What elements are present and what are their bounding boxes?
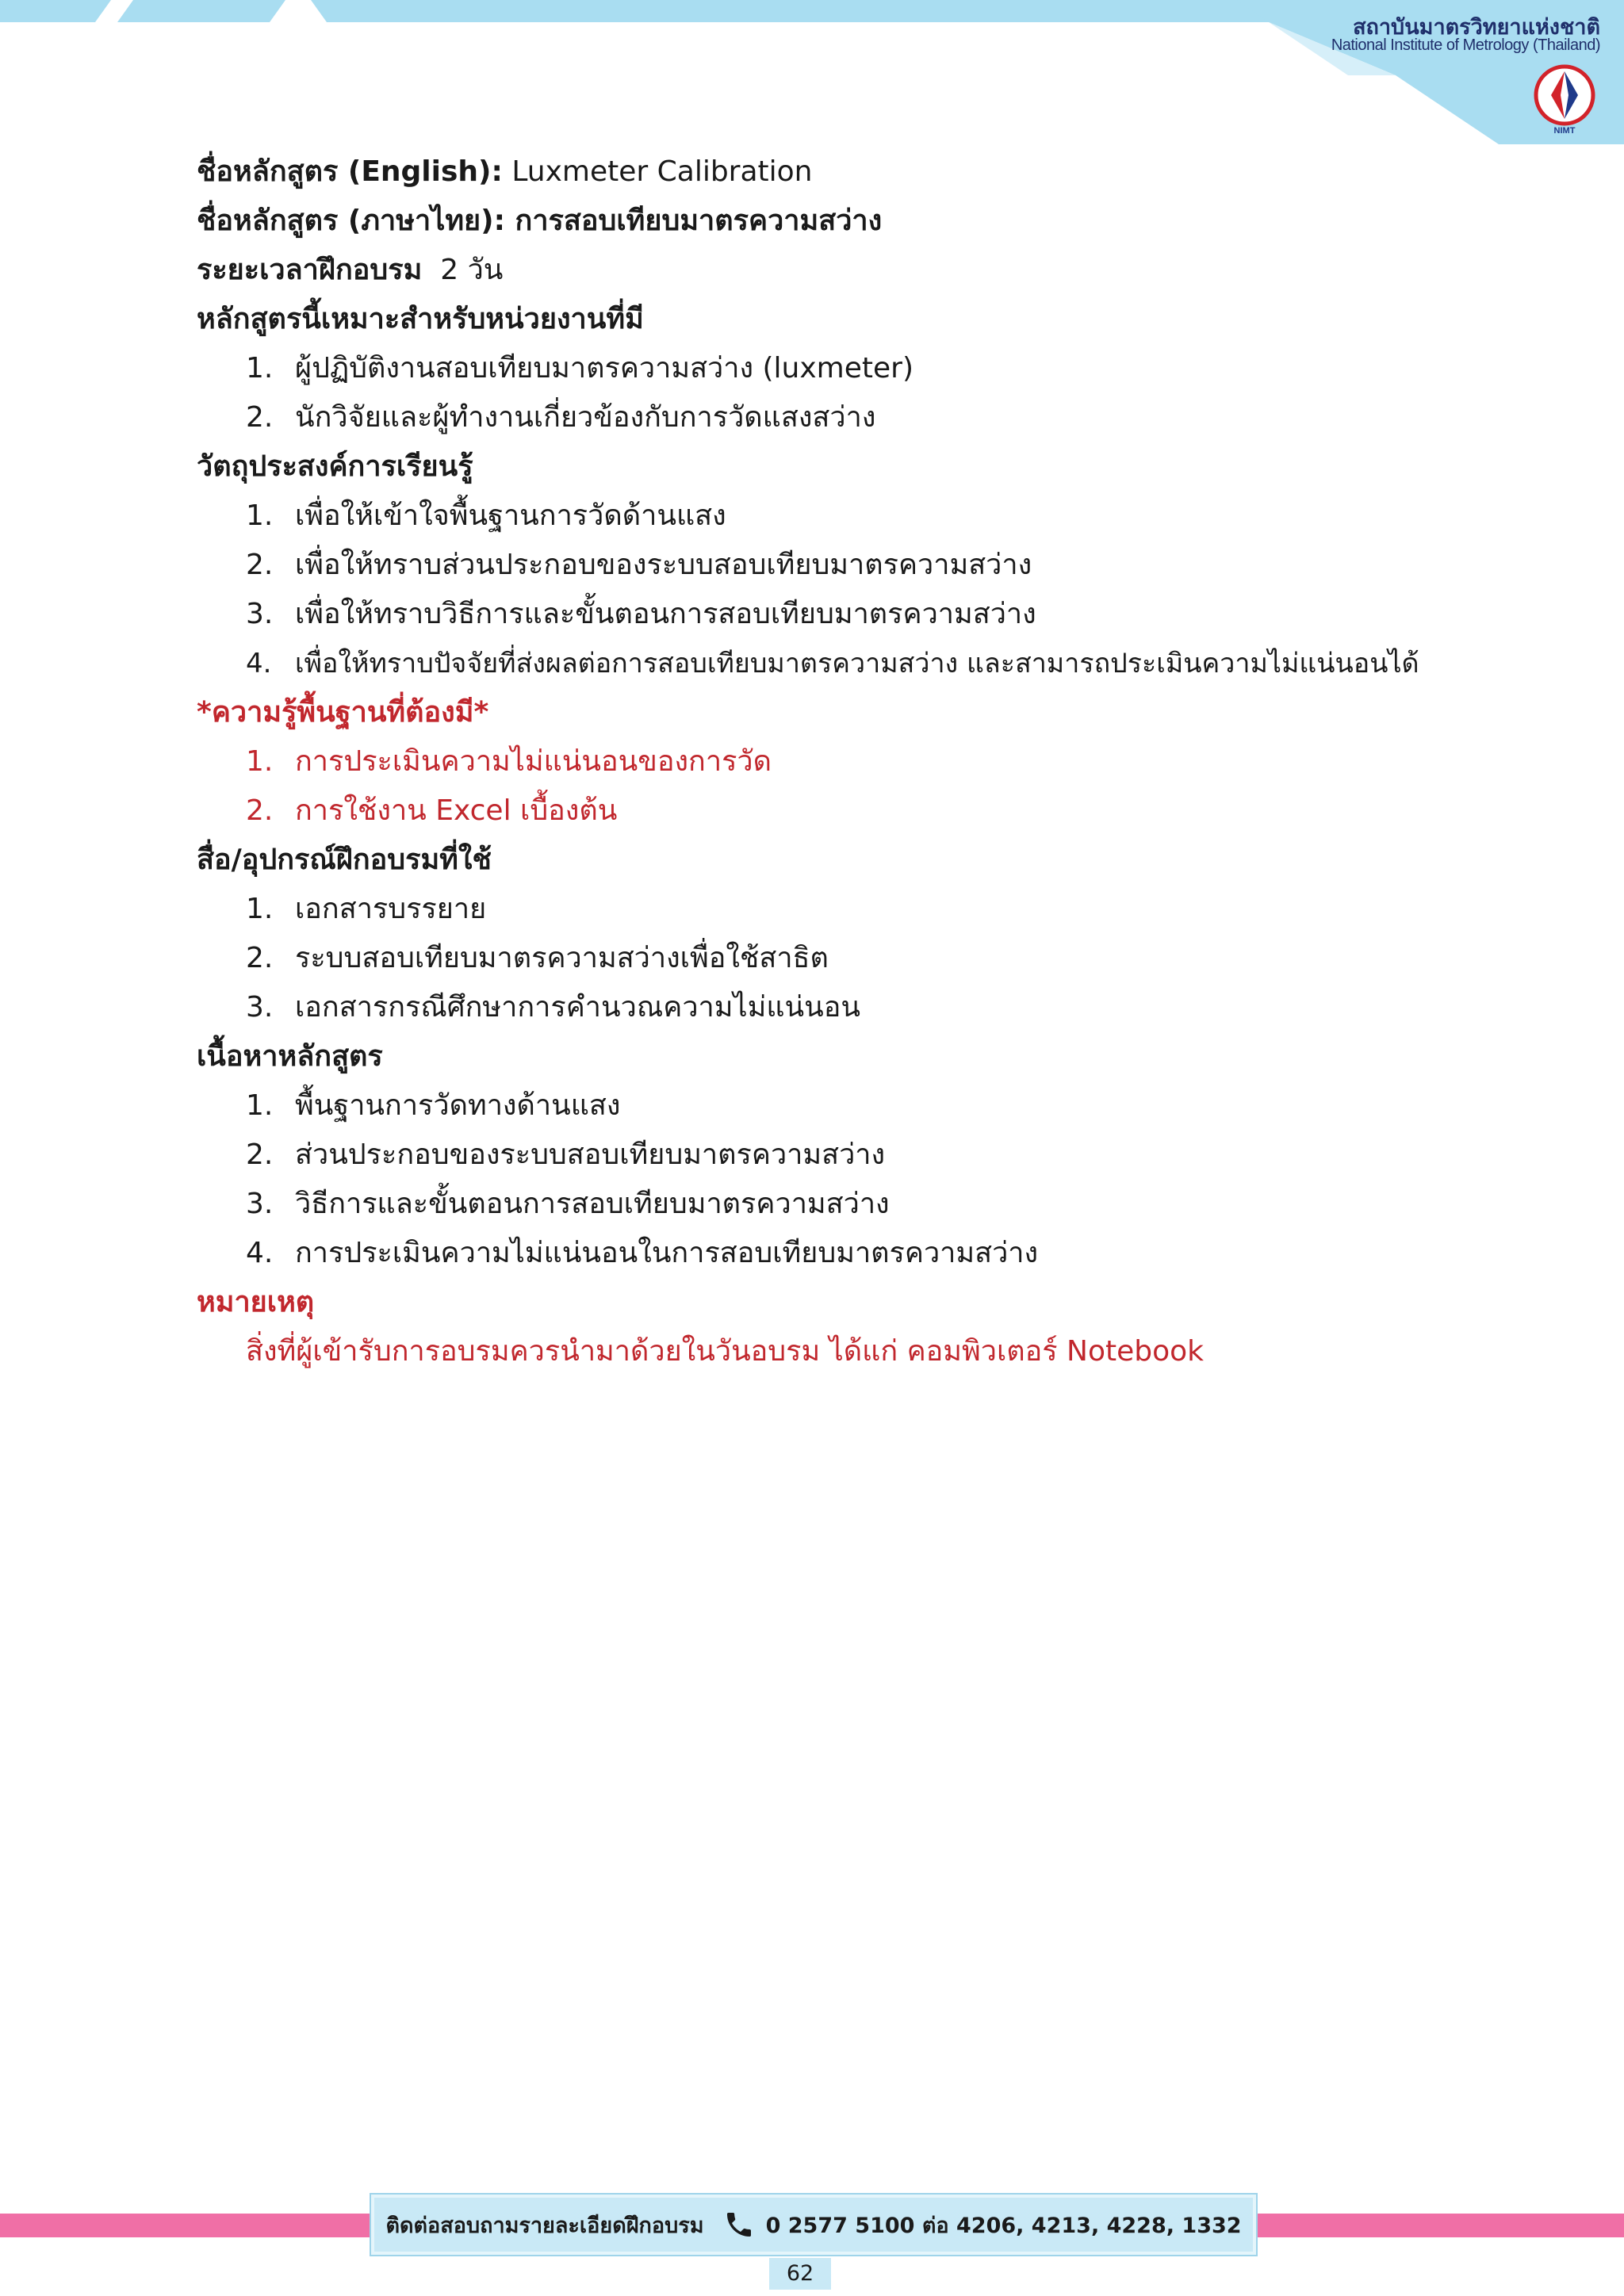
list-item: 2. นักวิจัยและผู้ทำงานเกี่ยวข้องกับการวัดแสงสว่าง (246, 401, 876, 434)
list-item: 3. เพื่อให้ทราบวิธีการและขั้นตอนการสอบเทียบมาตรความสว่าง (246, 598, 1036, 630)
header-banner (0, 0, 1624, 159)
note-text: สิ่งที่ผู้เข้ารับการอบรมควรนำมาด้วยในวันอบรม ได้แก่ คอมพิวเตอร์ Notebook (246, 1335, 1205, 1368)
list-item: 1. เพื่อให้เข้าใจพื้นฐานการวัดด้านแสง (246, 499, 726, 532)
page-number: 62 (769, 2258, 831, 2290)
section-heading-target: หลักสูตรนี้เหมาะสำหรับหน่วยงานที่มี (197, 303, 644, 335)
list-item: 2. ส่วนประกอบของระบบสอบเทียบมาตรความสว่าง (246, 1138, 886, 1171)
duration-line (197, 246, 1465, 295)
list-item: 2. เพื่อให้ทราบส่วนประกอบของระบบสอบเทียบมาตรความสว่าง (246, 549, 1032, 581)
section-heading-content: เนื้อหาหลักสูตร (197, 1040, 383, 1073)
course-name-th-line (197, 197, 1465, 246)
contact-label: ติดต่อสอบถามรายละเอียดฝึกอบรม (385, 2213, 704, 2238)
list-item: 1. การประเมินความไม่แน่นอนของการวัด (246, 745, 772, 778)
course-name-th-label: ชื่อหลักสูตร (ภาษาไทย): (197, 205, 505, 237)
list-item: 2. การใช้งาน Excel เบื้องต้น (246, 794, 618, 827)
org-name-english: National Institute of Metrology (Thailand) (1331, 36, 1600, 54)
list-item: 3. เอกสารกรณีศึกษาการคำนวณความไม่แน่นอน (246, 991, 860, 1024)
section-heading-prerequisites: *ความรู้พื้นฐานที่ต้องมี* (197, 696, 489, 729)
phone-icon (723, 2209, 755, 2241)
contact-phone[interactable]: 0 2577 5100 ต่อ 4206, 4213, 4228, 1332 (765, 2213, 1242, 2238)
course-name-en: Luxmeter Calibration (511, 155, 813, 188)
course-details (197, 147, 1465, 1376)
duration-value: 2 วัน (440, 254, 504, 286)
footer-contact-box (371, 2195, 1256, 2255)
nimt-logo-icon (1529, 63, 1600, 135)
course-name-en-line (197, 147, 1465, 197)
section-heading-objectives: วัตถุประสงค์การเรียนรู้ (197, 450, 473, 483)
list-item: 1. พื้นฐานการวัดทางด้านแสง (246, 1089, 621, 1122)
list-item: 2. ระบบสอบเทียบมาตรความสว่างเพื่อใช้สาธิต (246, 942, 829, 974)
list-item: 1. เอกสารบรรยาย (246, 893, 487, 925)
logo-text: NIMT (1553, 126, 1576, 135)
course-name-en-label: ชื่อหลักสูตร (English): (197, 155, 503, 188)
section-heading-materials: สื่อ/อุปกรณ์ฝึกอบรมที่ใช้ (197, 844, 492, 876)
note-heading: หมายเหตุ (197, 1286, 315, 1318)
list-item: 4. การประเมินความไม่แน่นอนในการสอบเทียบมาตรความสว่าง (246, 1237, 1039, 1269)
course-name-th: การสอบเทียบมาตรความสว่าง (515, 205, 883, 237)
list-item: 3. วิธีการและขั้นตอนการสอบเทียบมาตรความสว่าง (246, 1188, 890, 1220)
list-item: 4. เพื่อให้ทราบปัจจัยที่ส่งผลต่อการสอบเทียบมาตรความสว่าง และสามารถประเมินความไม่แน่นอนได้ (246, 648, 1419, 679)
org-name-thai: สถาบันมาตรวิทยาแห่งชาติ (1353, 15, 1600, 40)
list-item: 1. ผู้ปฏิบัติงานสอบเทียบมาตรความสว่าง (luxmeter) (246, 352, 914, 385)
duration-label: ระยะเวลาฝึกอบรม (197, 254, 423, 286)
